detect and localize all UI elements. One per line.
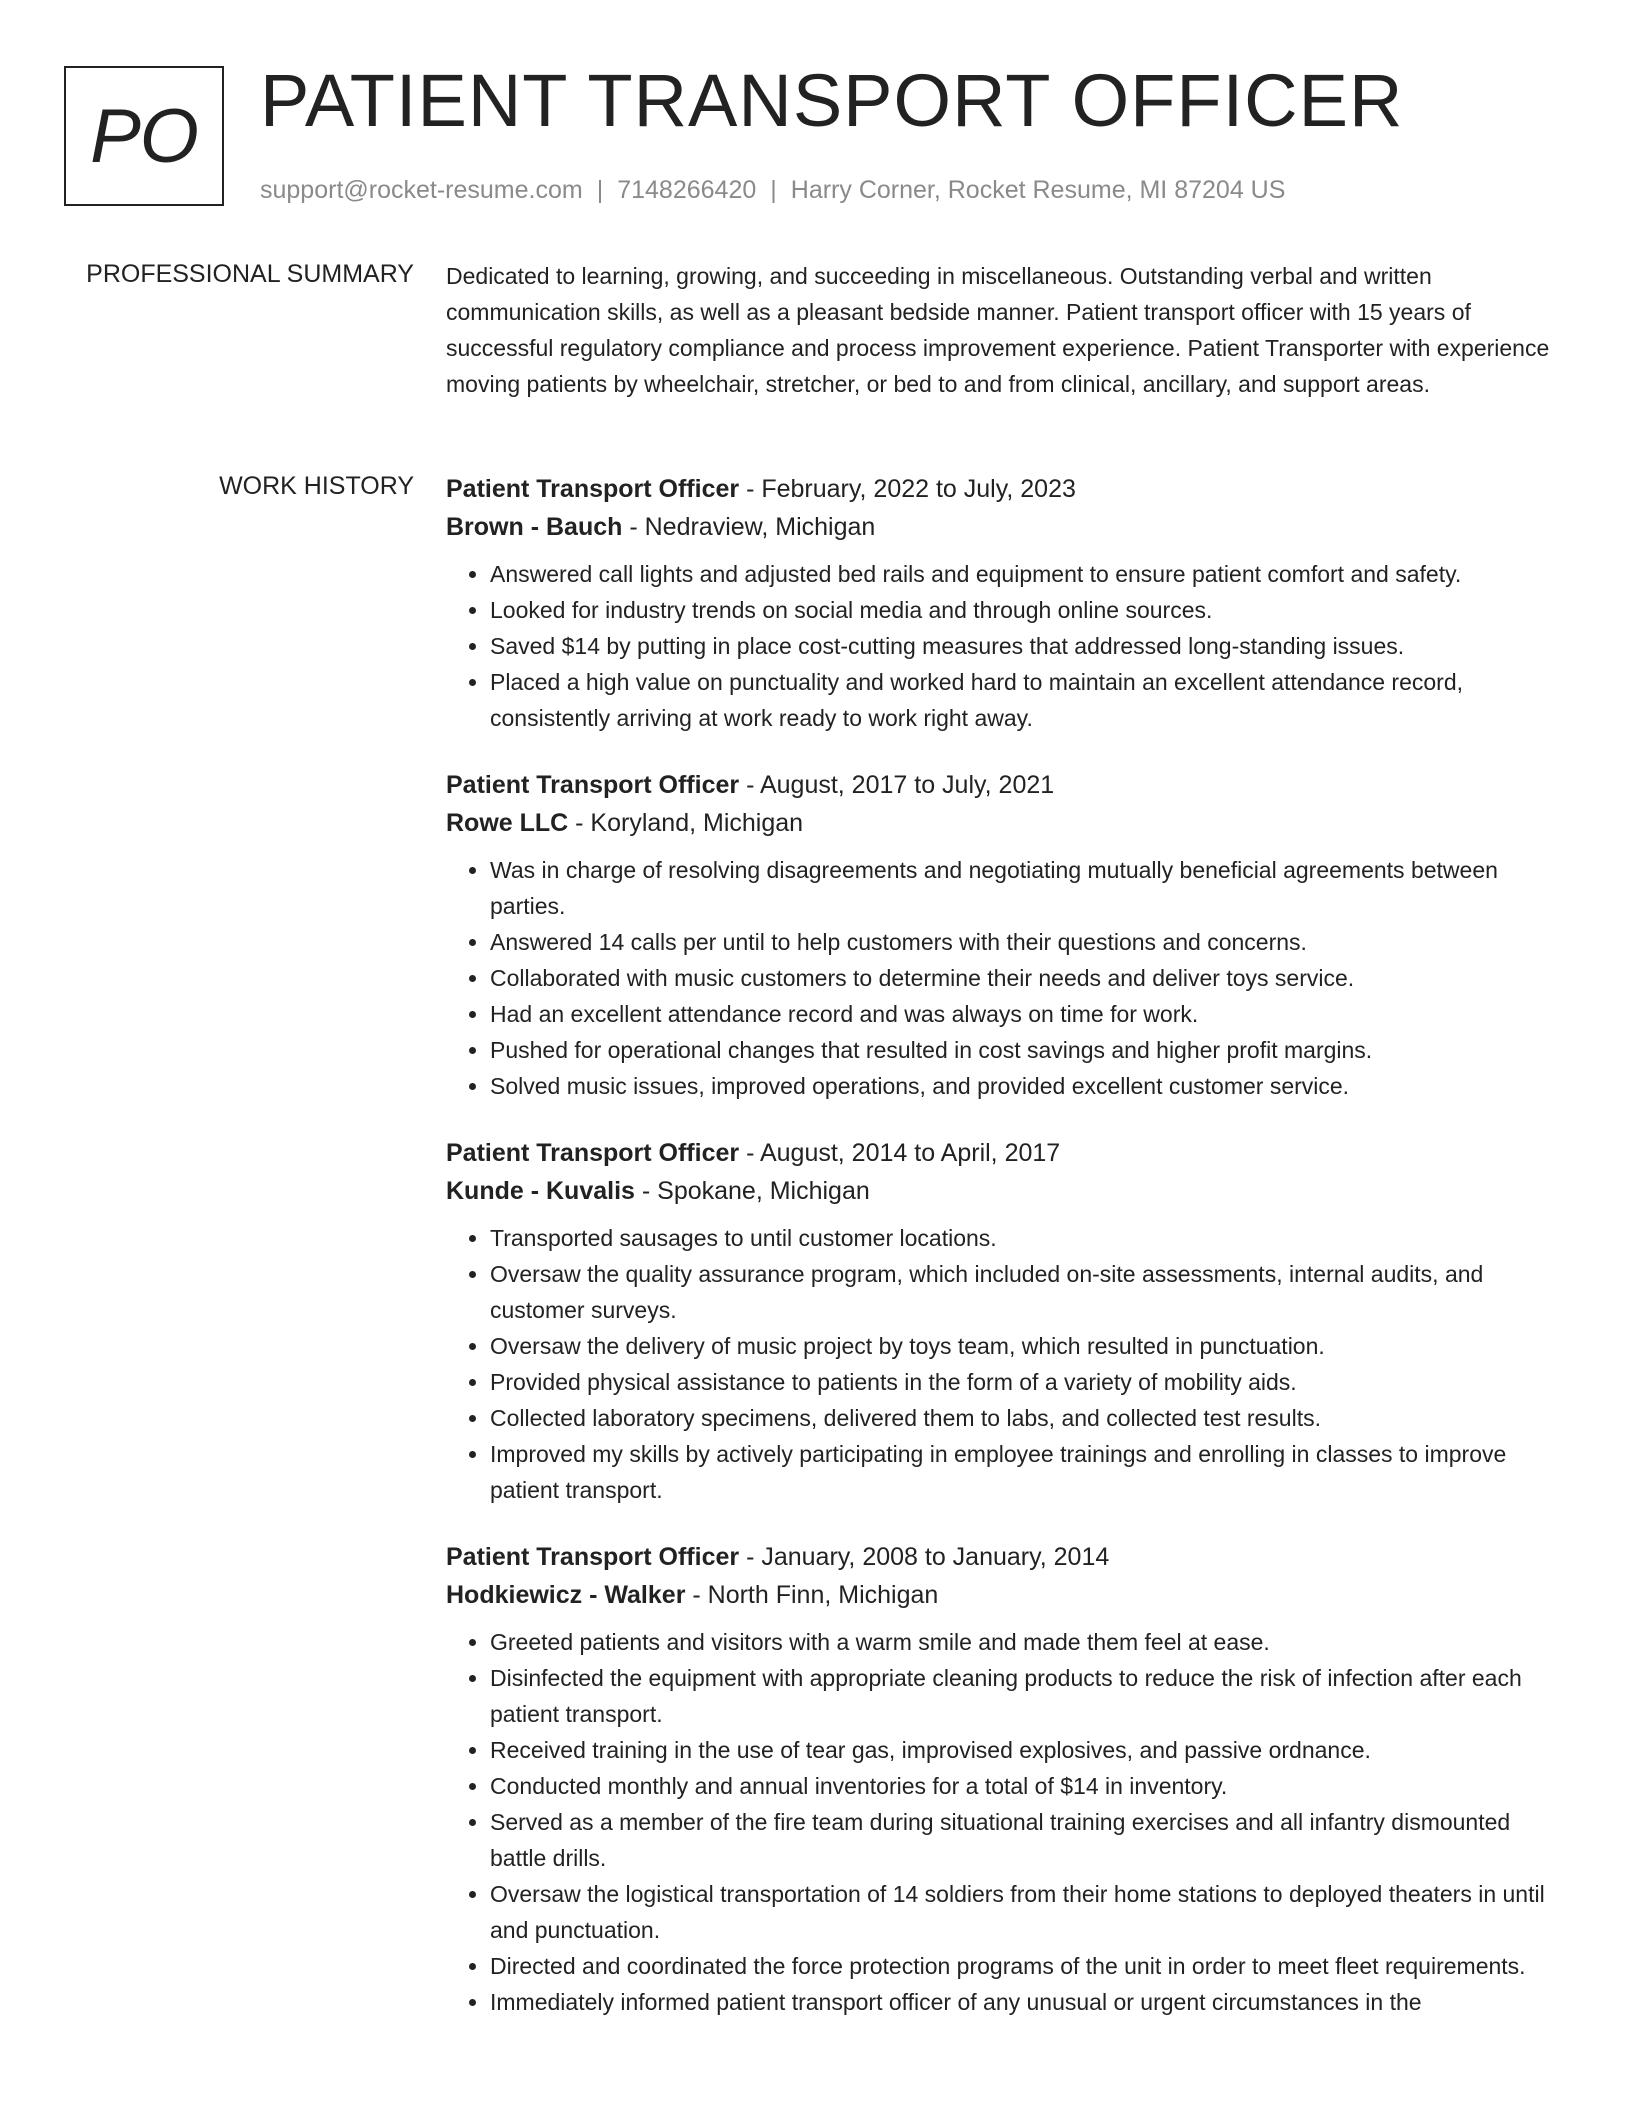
job-bullet: • Answered 14 calls per until to help customers with their questions and concerns. [490, 924, 1566, 960]
job-title-line [446, 1134, 1566, 1172]
resume-title: PATIENT TRANSPORT OFFICER [260, 59, 1404, 142]
job-dates: - February, 2022 to July, 2023 [739, 475, 1076, 503]
job-bullet: • Pushed for operational changes that resulted in cost savings and higher profit margins. [490, 1032, 1566, 1068]
job-bullet: • Greeted patients and visitors with a warm smile and made them feel at ease. [490, 1624, 1566, 1660]
contact-address: Harry Corner, Rocket Resume, MI 87204 US [790, 176, 1286, 204]
job-bullet: • Was in charge of resolving disagreements and negotiating mutually beneficial agreements between parties. [490, 852, 1566, 924]
job-title: Patient Transport Officer [446, 1139, 740, 1167]
job-title: Patient Transport Officer [446, 771, 740, 799]
job-bullet: • Had an excellent attendance record and was always on time for work. [490, 996, 1566, 1032]
job-bullet: • Provided physical assistance to patients in the form of a variety of mobility aids. [490, 1364, 1566, 1400]
job-bullet: • Looked for industry trends on social media and through online sources. [490, 592, 1566, 628]
job-dates: - January, 2008 to January, 2014 [739, 1543, 1110, 1571]
job-entry [446, 470, 1566, 736]
job-bullet: • Saved $14 by putting in place cost-cutting measures that addressed long-standing issues. [490, 628, 1566, 664]
job-company: Rowe LLC [446, 809, 569, 837]
section-label-work-history: WORK HISTORY [219, 472, 414, 500]
job-location: - Koryland, Michigan [568, 809, 804, 837]
job-dates: - August, 2017 to July, 2021 [739, 771, 1055, 799]
job-bullet: • Collected laboratory specimens, delivered them to labs, and collected test results. [490, 1400, 1566, 1436]
job-title-line [446, 1538, 1566, 1576]
job-company: Kunde - Kuvalis [446, 1177, 635, 1205]
job-company-line [446, 1172, 1566, 1210]
contact-separator: | [770, 176, 777, 204]
contact-email: support@rocket-resume.com [260, 176, 583, 204]
job-bullet: • Oversaw the quality assurance program, which included on-site assessments, internal audits, and customer surveys. [490, 1256, 1566, 1328]
job-company-line [446, 804, 1566, 842]
job-entry [446, 766, 1566, 1104]
monogram-initials: PO [90, 93, 198, 179]
job-bullet: • Transported sausages to until customer locations. [490, 1220, 1566, 1256]
job-bullet: • Immediately informed patient transport officer of any unusual or urgent circumstances in the [490, 1984, 1566, 2020]
job-location: - Nedraview, Michigan [622, 513, 876, 541]
job-company: Brown - Bauch [446, 513, 623, 541]
job-location: - Spokane, Michigan [634, 1177, 870, 1205]
job-company: Hodkiewicz - Walker [446, 1581, 686, 1609]
job-bullet: • Oversaw the logistical transportation of 14 soldiers from their home stations to deployed theaters in until and punctuation. [490, 1876, 1566, 1948]
job-bullet: • Placed a high value on punctuality and worked hard to maintain an excellent attendance record, consistently arriving at work ready to work right away. [490, 664, 1566, 736]
summary-text: Dedicated to learning, growing, and succeeding in miscellaneous. Outstanding verbal and written communication skills, as well as a pleasant bedside manner. Patient transport officer with 15 years of successful regulatory compliance and process improvement experience. Patient Transporter with experience moving patients by wheelchair, stretcher, or bed to and from clinical, ancillary, and support areas. [446, 263, 1550, 397]
contact-line [260, 174, 1285, 206]
job-bullets [446, 852, 1566, 1104]
job-title: Patient Transport Officer [446, 475, 740, 503]
job-bullet: • Improved my skills by actively participating in employee trainings and enrolling in classes to improve patient transport. [490, 1436, 1566, 1508]
contact-phone: 7148266420 [617, 176, 757, 204]
job-bullets [446, 1220, 1566, 1508]
job-bullet: • Served as a member of the fire team during situational training exercises and all infantry dismounted battle drills. [490, 1804, 1566, 1876]
job-bullet: • Collaborated with music customers to determine their needs and deliver toys service. [490, 960, 1566, 996]
job-entry [446, 1134, 1566, 1508]
job-entry [446, 1538, 1566, 2020]
job-company-line [446, 508, 1566, 546]
section-label-professional-summary: PROFESSIONAL SUMMARY [86, 260, 414, 288]
job-dates: - August, 2014 to April, 2017 [739, 1139, 1061, 1167]
work-history-list [446, 470, 1566, 2050]
job-bullets [446, 556, 1566, 736]
job-bullet: • Conducted monthly and annual inventories for a total of $14 in inventory. [490, 1768, 1566, 1804]
job-title-line [446, 766, 1566, 804]
job-bullet: • Answered call lights and adjusted bed rails and equipment to ensure patient comfort and safety. [490, 556, 1566, 592]
job-title: Patient Transport Officer [446, 1543, 740, 1571]
job-title-line [446, 470, 1566, 508]
job-bullets [446, 1624, 1566, 2020]
job-bullet: • Directed and coordinated the force protection programs of the unit in order to meet fleet requirements. [490, 1948, 1566, 1984]
job-bullet: • Oversaw the delivery of music project by toys team, which resulted in punctuation. [490, 1328, 1566, 1364]
contact-separator: | [596, 176, 604, 204]
job-company-line [446, 1576, 1566, 1614]
job-bullet: • Solved music issues, improved operations, and provided excellent customer service. [490, 1068, 1566, 1104]
job-bullet: • Received training in the use of tear gas, improvised explosives, and passive ordnance. [490, 1732, 1566, 1768]
job-bullet: • Disinfected the equipment with appropriate cleaning products to reduce the risk of infection after each patient transport. [490, 1660, 1566, 1732]
job-location: - North Finn, Michigan [685, 1581, 939, 1609]
monogram-badge [64, 66, 224, 206]
